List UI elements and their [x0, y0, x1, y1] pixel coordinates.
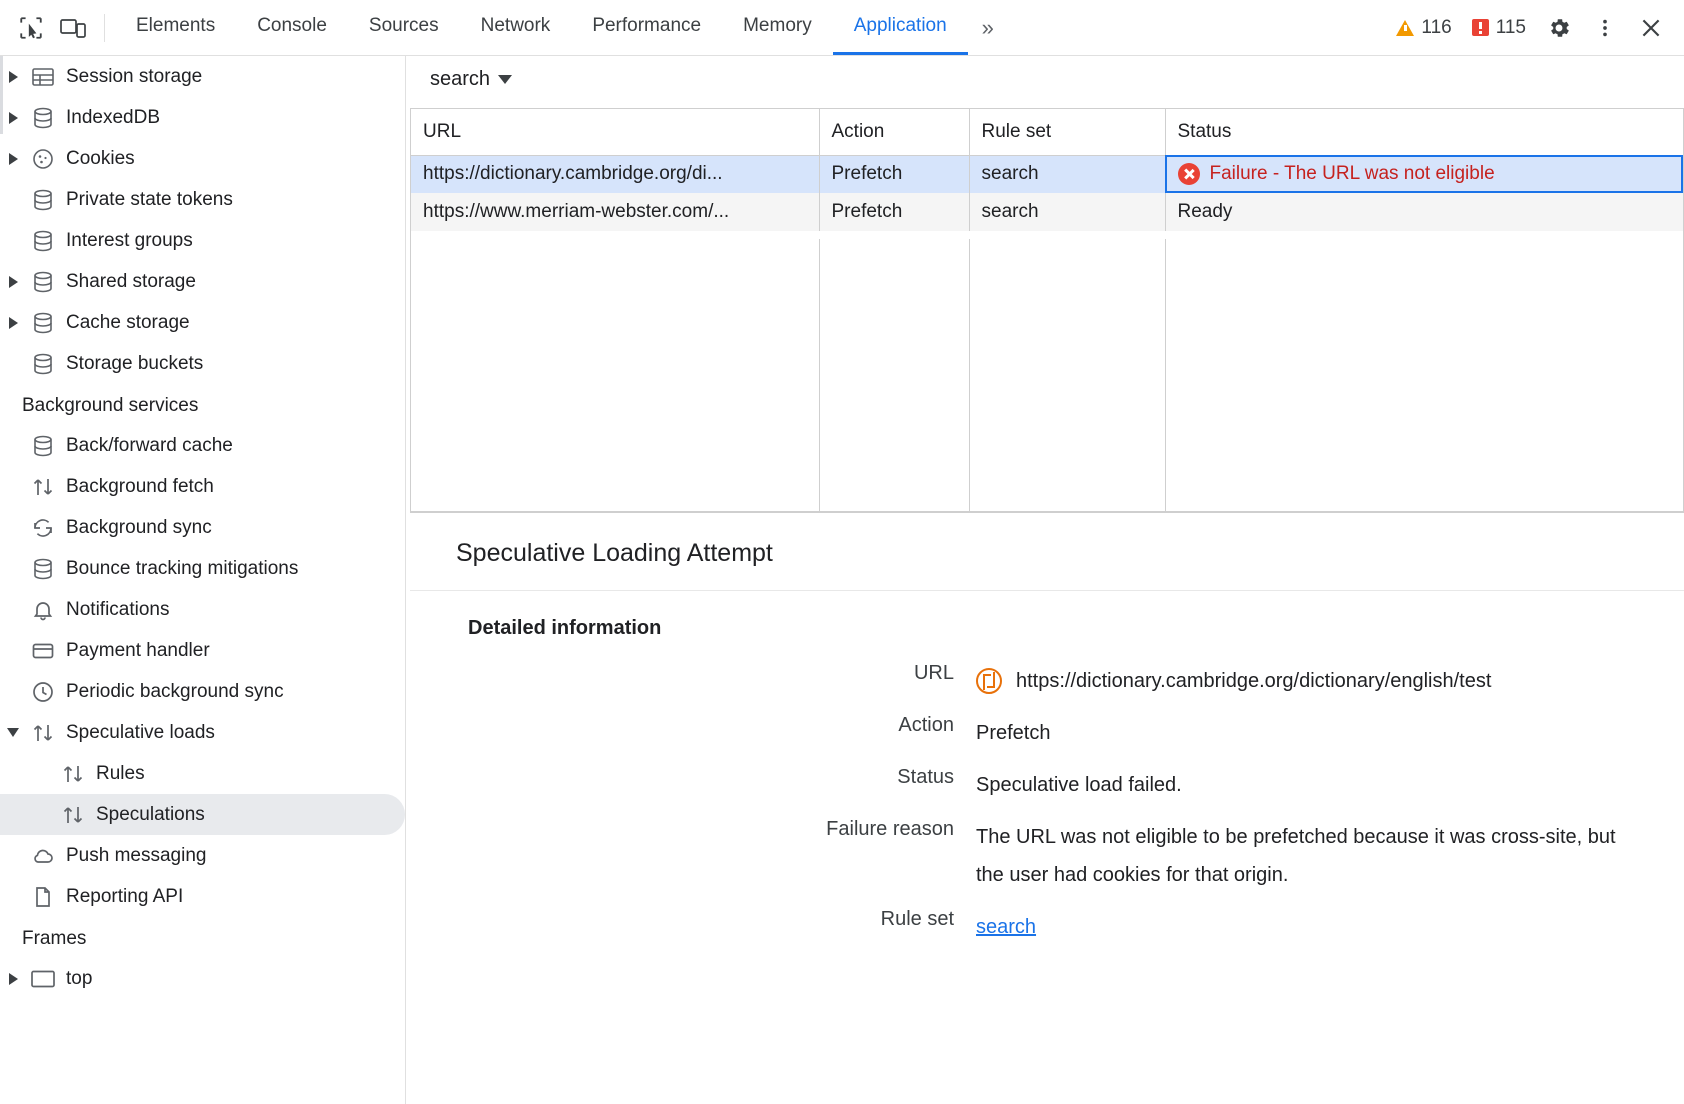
sidebar-item-label: Session storage: [66, 65, 203, 87]
bell-icon: [26, 598, 60, 622]
cell-status: Ready: [1165, 193, 1683, 231]
sidebar-item-push-messaging[interactable]: [0, 835, 405, 876]
gear-icon[interactable]: [1538, 7, 1580, 49]
sidebar-item-label: Cache storage: [66, 311, 190, 333]
database-icon: [26, 270, 60, 294]
detail-label-action: Action: [898, 714, 954, 736]
sidebar-item-label: Payment handler: [66, 639, 210, 661]
sidebar-item-notifications[interactable]: [0, 589, 405, 630]
sidebar-item-label: Reporting API: [66, 885, 184, 907]
tab-memory[interactable]: Memory: [743, 15, 812, 36]
sidebar-item-label: IndexedDB: [66, 106, 161, 128]
detail-value-url: https://dictionary.cambridge.org/dictionary/english/test: [1016, 670, 1492, 692]
error-icon: [1472, 19, 1489, 36]
cookie-icon: [26, 147, 60, 171]
detail-title: Speculative Loading Attempt: [410, 513, 1684, 591]
database-icon: [26, 352, 60, 376]
detail-section-heading: Detailed information: [468, 617, 662, 639]
column-header-status[interactable]: Status: [1165, 109, 1683, 155]
status-text: Failure - The URL was not eligible: [1209, 163, 1495, 185]
sidebar-item-label: Back/forward cache: [66, 434, 233, 456]
column-header-action[interactable]: Action: [819, 109, 969, 155]
table-header-row: [411, 109, 1683, 155]
sidebar-item-label: Push messaging: [66, 844, 207, 866]
devtools-toolbar: [0, 0, 1684, 56]
inspect-element-icon[interactable]: [10, 7, 52, 49]
frame-icon: [26, 968, 60, 990]
sidebar-section-background-services: Background services: [22, 395, 199, 416]
chevron-right-icon[interactable]: [0, 973, 26, 985]
sidebar-item-speculations[interactable]: [0, 794, 405, 835]
cell-rule-set: search: [969, 193, 1165, 231]
tab-application[interactable]: Application: [833, 0, 968, 55]
sidebar-item-reporting-api[interactable]: [0, 876, 405, 917]
chevron-down-icon[interactable]: [0, 728, 26, 737]
column-header-rule-set[interactable]: Rule set: [969, 109, 1165, 155]
detail-row-status: [410, 752, 1684, 804]
sidebar-item-label: Speculative loads: [66, 721, 215, 743]
sidebar-item-background-sync[interactable]: [0, 507, 405, 548]
speculations-panel: [406, 56, 1684, 1104]
detail-label-url: URL: [913, 662, 954, 684]
clock-icon: [26, 680, 60, 704]
sidebar-item-label: Shared storage: [66, 270, 196, 292]
detail-value-url-group: [976, 662, 1684, 700]
cell-url: https://www.merriam-webster.com/...: [411, 193, 819, 231]
toolbar-divider: [104, 14, 105, 42]
chevron-right-icon[interactable]: [0, 153, 26, 165]
sidebar-item-bounce-tracking-mitigations[interactable]: [0, 548, 405, 589]
cell-action: Prefetch: [819, 193, 969, 231]
table-row[interactable]: [411, 155, 1683, 193]
sidebar-item-background-fetch[interactable]: [0, 466, 405, 507]
sidebar-section-frames: Frames: [22, 928, 87, 949]
database-icon: [26, 434, 60, 458]
sidebar-item-label: Rules: [96, 762, 145, 784]
more-tabs-icon[interactable]: »: [981, 14, 994, 40]
sidebar-item-private-state-tokens[interactable]: [0, 179, 405, 220]
sidebar-item-payment-handler[interactable]: [0, 630, 405, 671]
detail-row-action: [410, 700, 1684, 752]
detail-row-rule-set: [410, 894, 1684, 946]
sidebar-item-label: Notifications: [66, 598, 170, 620]
detail-value-action: Prefetch: [976, 722, 1051, 744]
chevron-right-icon[interactable]: [0, 112, 26, 124]
sidebar-item-label: Cookies: [66, 147, 135, 169]
sidebar-item-rules[interactable]: [0, 753, 405, 794]
cell-rule-set: search: [969, 155, 1165, 193]
table-row[interactable]: [411, 193, 1683, 231]
rule-set-filter-dropdown[interactable]: [424, 66, 518, 93]
sidebar-item-label: Interest groups: [66, 229, 193, 251]
sidebar-item-session-storage[interactable]: [0, 56, 405, 97]
speculations-table: [411, 109, 1683, 231]
tab-console[interactable]: Console: [257, 15, 327, 36]
sidebar-item-shared-storage[interactable]: [0, 261, 405, 302]
chevron-right-icon[interactable]: [0, 71, 26, 83]
warning-icon: [1396, 20, 1414, 36]
column-header-url[interactable]: URL: [411, 109, 819, 155]
close-icon[interactable]: [1630, 7, 1672, 49]
error-circle-icon: [1178, 163, 1200, 185]
speculative-arrows-icon: [56, 762, 90, 786]
database-icon: [26, 106, 60, 130]
sidebar-item-label: Private state tokens: [66, 188, 233, 210]
prefetch-icon: [976, 668, 1002, 694]
rule-set-link[interactable]: search: [976, 916, 1037, 938]
speculative-arrows-icon: [26, 475, 60, 499]
document-icon: [26, 885, 60, 909]
sidebar-item-back-forward-cache[interactable]: [0, 425, 405, 466]
sync-icon: [26, 516, 60, 540]
speculative-arrows-icon: [56, 803, 90, 827]
detail-row-failure-reason: [410, 804, 1684, 894]
sidebar-scrollbar[interactable]: [0, 56, 3, 134]
sidebar-item-label: top: [66, 967, 93, 989]
sidebar-item-label: Storage buckets: [66, 352, 204, 374]
sidebar-item-top-frame[interactable]: [0, 958, 405, 999]
sidebar-item-speculative-loads[interactable]: [0, 712, 405, 753]
devtools-body: [0, 56, 1684, 1104]
sidebar-item-interest-groups[interactable]: [0, 220, 405, 261]
device-toolbar-icon[interactable]: [52, 7, 94, 49]
table-icon: [26, 66, 60, 88]
toolbar-right-group: [1388, 7, 1684, 49]
cloud-icon: [26, 844, 60, 868]
sidebar-item-indexeddb[interactable]: [0, 97, 405, 138]
sidebar-item-periodic-background-sync[interactable]: [0, 671, 405, 712]
sidebar-item-label: Speculations: [96, 803, 205, 825]
cell-status[interactable]: [1165, 155, 1683, 193]
detail-label-rule-set: Rule set: [880, 908, 954, 930]
detail-value-status: Speculative load failed.: [976, 774, 1182, 796]
speculative-arrows-icon: [26, 721, 60, 745]
kebab-menu-icon[interactable]: [1584, 7, 1626, 49]
cell-action: Prefetch: [819, 155, 969, 193]
chevron-down-icon: [498, 75, 512, 84]
grid-empty-area: [411, 239, 1683, 511]
speculations-grid[interactable]: [410, 108, 1684, 512]
detail-value-failure-reason: The URL was not eligible to be prefetched because it was cross-site, but the user had cookies for that origin.: [976, 826, 1616, 886]
error-count: 115: [1495, 16, 1526, 38]
cell-url: https://dictionary.cambridge.org/di...: [411, 155, 819, 193]
database-icon: [26, 311, 60, 335]
detail-label-failure-reason: Failure reason: [826, 818, 954, 840]
database-icon: [26, 229, 60, 253]
rule-set-filter-value: search: [430, 68, 491, 90]
warning-count: 116: [1421, 16, 1452, 38]
database-icon: [26, 557, 60, 581]
sidebar-item-label: Bounce tracking mitigations: [66, 557, 299, 579]
error-counter[interactable]: [1464, 17, 1534, 39]
tab-performance[interactable]: Performance: [592, 15, 702, 36]
credit-card-icon: [26, 639, 60, 663]
sidebar-item-label: Periodic background sync: [66, 680, 284, 702]
panel-tabs: [115, 0, 1008, 55]
sidebar-item-label: Background fetch: [66, 475, 214, 497]
detail-value-rule-set-group: [976, 908, 1684, 946]
tab-network[interactable]: Network: [480, 15, 551, 36]
database-icon: [26, 188, 60, 212]
warning-counter[interactable]: [1388, 17, 1459, 39]
sidebar-item-label: Background sync: [66, 516, 212, 538]
detail-row-url: [410, 648, 1684, 700]
chevron-right-icon[interactable]: [0, 317, 26, 329]
sidebar-item-storage-buckets[interactable]: [0, 343, 405, 384]
tab-sources[interactable]: Sources: [368, 15, 439, 36]
chevron-right-icon[interactable]: [0, 276, 26, 288]
filter-toolbar: [406, 56, 1684, 104]
detail-panel: [410, 512, 1684, 1104]
sidebar-item-cookies[interactable]: [0, 138, 405, 179]
tab-elements[interactable]: Elements: [136, 15, 216, 36]
application-sidebar[interactable]: [0, 56, 406, 1104]
sidebar-item-cache-storage[interactable]: [0, 302, 405, 343]
detail-label-status: Status: [897, 766, 954, 788]
